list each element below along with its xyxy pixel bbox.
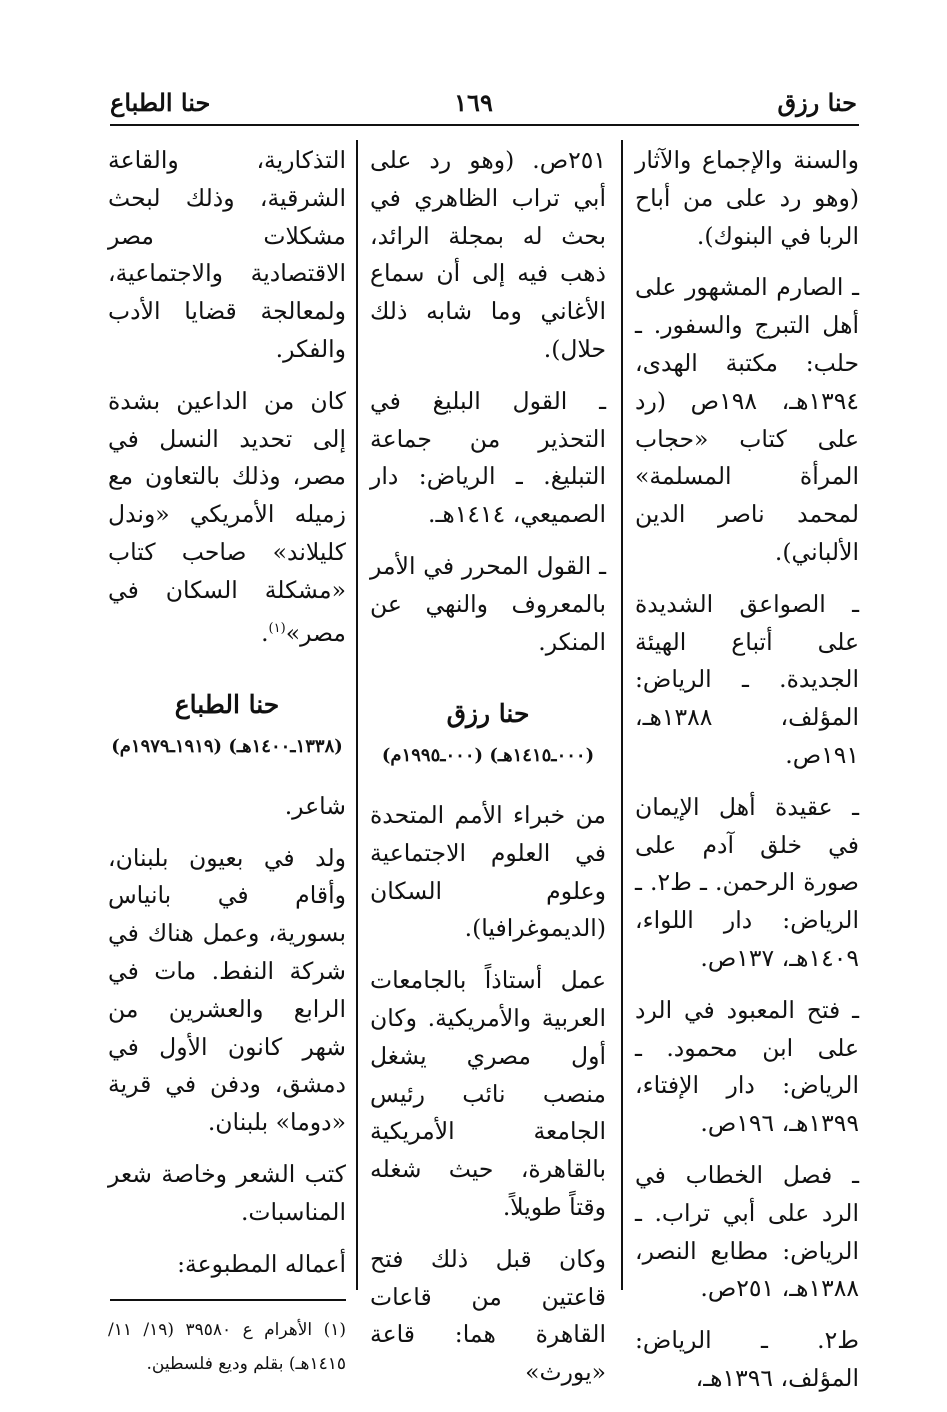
footnote-rule (110, 1299, 346, 1301)
biography-dates: (٠٠٠ـ١٤١٥هـ) (٠٠٠ـ١٩٩٥م) (381, 745, 595, 767)
paragraph: ولد في بعيون بلبنان، وأقام في بانياس بسورية، وعمل هناك في شركة النفط. مات في الرابع والعشرين من شهر كانون الأول في دمشق، ودفن في قرية «دوما» بلبنان. (108, 843, 346, 1137)
paragraph: التذكارية، والقاعة الشرقية، وذلك لبحث مشكلات مصر الاقتصادية والاجتماعية، ولمعالجة قضايا الأدب والفكر. (108, 146, 346, 363)
header-rule (110, 124, 859, 126)
column-right (635, 142, 859, 1412)
biography-title: حنا الطباع (174, 690, 280, 720)
bibliography-entry: ـ القول البليغ في التحذير من جماعة التبليغ. ـ الرياض: دار الصميعي، ١٤١٤هـ. (370, 386, 606, 529)
paragraph: كان من الداعين بشدة إلى تحديد النسل في مصر، وذلك بالتعاون مع زميله الأمريكي «وندل كليلاند» صاحب كتاب «مشكلة السكان في مصر»$^{(١)}$. (108, 386, 346, 647)
paragraph-text: كان من الداعين بشدة إلى تحديد النسل في مصر، وذلك بالتعاون مع زميله الأمريكي «وندل كليلاند» صاحب كتاب «مشكلة السكان في مصر» (108, 386, 346, 647)
bibliography-entry: ـ عقيدة أهل الإيمان في خلق آدم على صورة الرحمن. ـ ط٢. ـ الرياض: دار اللواء، ١٤٠٩هـ، ١٣٧ص. (635, 792, 859, 972)
bibliography-entry: ـ الصارم المشهور على أهل التبرج والسفور. ـ حلب: مكتبة الهدى، ١٣٩٤هـ، ١٩٨ص (رد على كتاب «حجاب المرأة المسلمة» لمحمد ناصر الدين الألباني). (635, 273, 859, 566)
column-middle (370, 142, 606, 1406)
footnote-marker: (١) (268, 620, 286, 636)
footnote: (١) الأهرام ع ٣٩٥٨٠ (١٩/ ١١/ ١٤١٥هـ) بقلم وديع فلسطين. (108, 1319, 346, 1374)
paragraph: والسنة والإجماع والآثار (وهو رد على من أباح الربا في البنوك). (635, 146, 859, 250)
bibliography-entry: ـ القول المحرر في الأمر بالمعروف والنهي عن المنكر. (370, 551, 606, 656)
biography-dates: (١٣٣٨ـ١٤٠٠هـ) (١٩١٩ـ١٩٧٩م) (111, 735, 343, 757)
column-left (108, 142, 346, 1395)
paragraph: كتب الشعر وخاصة شعر المناسبات. (108, 1159, 346, 1226)
running-head-left: حنا الطباع (110, 88, 211, 117)
paragraph: وكان قبل ذلك فتح قاعتين من قاعات القاهرة هما: قاعة «يورث» (370, 1244, 606, 1387)
bibliography-entry: ـ فتح المعبود في الرد على ابن محمود. ـ الرياض: دار الإفتاء، ١٣٩٩هـ، ١٩٦ص. (635, 995, 859, 1138)
bibliography-entry: ط٢. ـ الرياض: المؤلف، ١٣٩٦هـ، (635, 1326, 859, 1392)
bibliography-entry: ـ فصل الخطاب في الرد على أبي تراب. ـ الرياض: مطابع النصر، ١٣٨٨هـ، ٢٥١ص. (635, 1160, 859, 1303)
column-divider-left (356, 140, 358, 1290)
page-number: ١٦٩ (454, 88, 493, 117)
paragraph: ٢٥١ص. (وهو رد على أبي تراب الظاهري في بحث له بمجلة الرائد، ذهب فيه إلى أن سماع الأغاني وما شابه ذلك حلال). (370, 146, 606, 363)
paragraph: عمل أستاذاً بالجامعات العربية والأمريكية. وكان أول مصري يشغل منصب نائب رئيس الجامعة الأمريكية بالقاهرة، حيث شغله وقتاً طويلاً. (370, 966, 606, 1221)
bibliography-entry: ـ الصواعق الشديدة على أتباع الهيئة الجديدة. ـ الرياض: المؤلف، ١٣٨٨هـ، ١٩١ص. (635, 589, 859, 769)
running-head-right: حنا رزق (777, 88, 857, 117)
paragraph: أعماله المطبوعة: (177, 1249, 346, 1278)
paragraph: شاعر. (284, 791, 346, 820)
biography-title: حنا رزق (446, 699, 530, 729)
paragraph: من خبراء الأمم المتحدة في العلوم الاجتماعية وعلوم السكان (الديموغرافيا). (370, 800, 606, 943)
column-divider-right (621, 140, 623, 1290)
